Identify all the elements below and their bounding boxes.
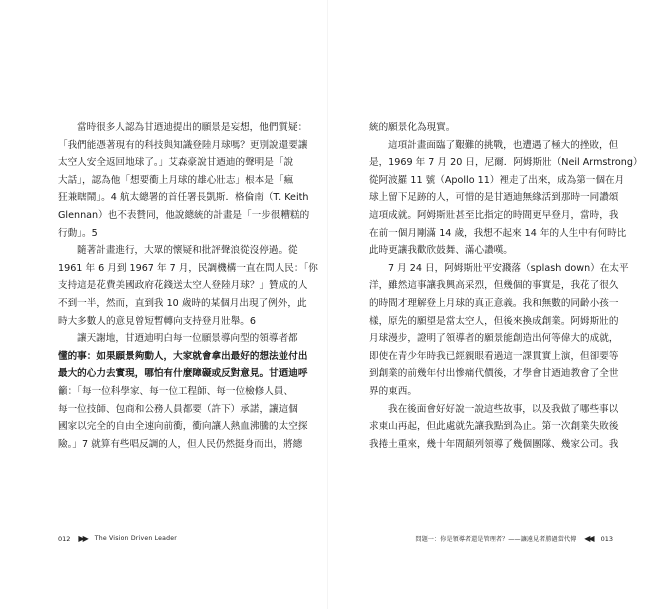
text-line: 每一位技師、包商和公務人員都要（許下）承諾，讓這個 — [58, 403, 298, 415]
text-line: 求東山再起，但此處就先讓我點到為止。第一次創業失敗後 — [369, 421, 619, 433]
text-line: 我捲土重來，幾十年間顛列領導了幾個團隊、幾家公司。我 — [369, 438, 619, 450]
text-line: 我在後面會好好說一說這些故事，以及我做了哪些事以 — [388, 403, 619, 415]
text-line: 狂兼瞎鬧」。4 航太總署的首任署長凱斯．格倫南（T. Keith — [58, 192, 309, 204]
text-line: 此時更讓我歡欣鼓舞、滿心讚嘆。 — [369, 245, 513, 257]
text-line: 到創業的前幾年付出慘痛代價後，才學會甘迺迪教會了全世 — [369, 368, 619, 380]
left-footer — [58, 534, 177, 543]
text-line: 「我們能憑著現有的科技與知識登陸月球嗎？更別說還要讓 — [58, 139, 308, 151]
text-line: 7 月 24 日，阿姆斯壯平安濺落（splash down）在太平 — [388, 262, 629, 274]
text-line: 洋，雖然這事讓我興高采烈，但幾個的事實是，我花了很久 — [369, 280, 619, 292]
left-page-number: 012 — [58, 534, 71, 543]
text-line: 球上留下足跡的人，可惜的是甘迺迪無緣活到那時一同讚頌 — [369, 192, 619, 204]
text-line: Glennan）也不表贊同，他說總統的計畫是「一步很糟糕的 — [58, 209, 310, 221]
text-line: 不到一半，然而，直到我 10 歲時的某個月出現了例外，此 — [58, 297, 307, 309]
text-line: 統的願景化為現實。 — [369, 122, 456, 133]
back-arrow-icon: ◀◀ — [584, 534, 593, 543]
left-page — [0, 0, 327, 609]
right-body-text — [369, 119, 643, 453]
text-line: 的時間才理解登上月球的真正意義。我和無數的同齡小孩一 — [369, 297, 619, 309]
text-line: 國家以完全的自由全速向前衝，衝向讓人熱血沸騰的太空探 — [58, 421, 308, 433]
right-page — [328, 0, 655, 609]
text-line: 月球漫步，證明了領導者的願景能創造出何等偉大的成就， — [369, 333, 619, 345]
right-page-number: 013 — [600, 534, 613, 543]
text-line: 這項計畫面臨了艱難的挑戰，也遭遇了極大的挫敗，但 — [388, 139, 619, 151]
text-line: 大話」，認為他「想要衝上月球的雄心壯志」根本是「瘋 — [58, 174, 294, 186]
text-line: 1961 年 6 月到 1967 年 7 月，民調機構一直在問人民：「你 — [58, 262, 318, 274]
text-line: 從阿波羅 11 號（Apollo 11）裡走了出來，成為第一個在月 — [369, 174, 625, 186]
text-line: 界的東西。 — [369, 385, 417, 397]
text-line: 行動」。5 — [58, 227, 98, 239]
right-footer — [415, 534, 613, 543]
text-line: 讓天謝地，甘迺迪明白每一位願景導向型的領導者都 — [77, 333, 298, 345]
text-line: 是，1969 年 7 月 20 日，尼爾．阿姆斯壯（Neil Armstrong） — [369, 157, 643, 169]
text-line: 時大多數人的意見曾短暫轉向支持登月壯舉。6 — [58, 315, 256, 327]
forward-arrow-icon: ▶▶ — [78, 534, 87, 543]
text-line: 支持這是花費美國政府花錢送太空人登陸月球？」贊成的人 — [58, 280, 308, 292]
running-book-title: The Vision Driven Leader — [94, 535, 178, 542]
text-line: 樣，原先的願望是當太空人，但後來換成創業。阿姆斯壯的 — [369, 315, 619, 327]
text-line: 太空人安全返回地球了。」艾森豪說甘迺迪的聲明是「說 — [58, 157, 294, 169]
left-body-text — [58, 119, 318, 453]
text-line: 籲：「每一位科學家、每一位工程師、每一位檢修人員、 — [58, 385, 294, 397]
text-line: 懂的事：如果願景夠動人，大家就會拿出最好的想法並付出 — [58, 350, 308, 362]
text-line: 即使在青少年時我已經親眼看過這一課貫實上演，但卻要等 — [369, 350, 619, 362]
running-chapter-title: 問題一：你是領導者還是管理者？——讓遠見者勝過當代傳 — [415, 536, 577, 543]
text-line: 在前一個月剛滿 14 歲，我想不起來 14 年的人生中有何時比 — [369, 227, 627, 239]
text-line: 當時很多人認為甘迺迪提出的願景是妄想，他們質疑： — [77, 122, 308, 133]
text-line: 隨著計畫進行，大眾的懷疑和批評聲浪從沒停過。從 — [77, 245, 298, 257]
text-line: 這項成就。阿姆斯壯甚至比指定的時間更早登月，當時，我 — [369, 209, 619, 221]
text-line: 險。」7 就算有些唱反調的人，但人民仍然挺身而出，將總 — [58, 438, 303, 450]
text-line: 最大的心力去實現，哪怕有什麼障礙或反對意見。甘迺迪呼 — [58, 368, 308, 380]
